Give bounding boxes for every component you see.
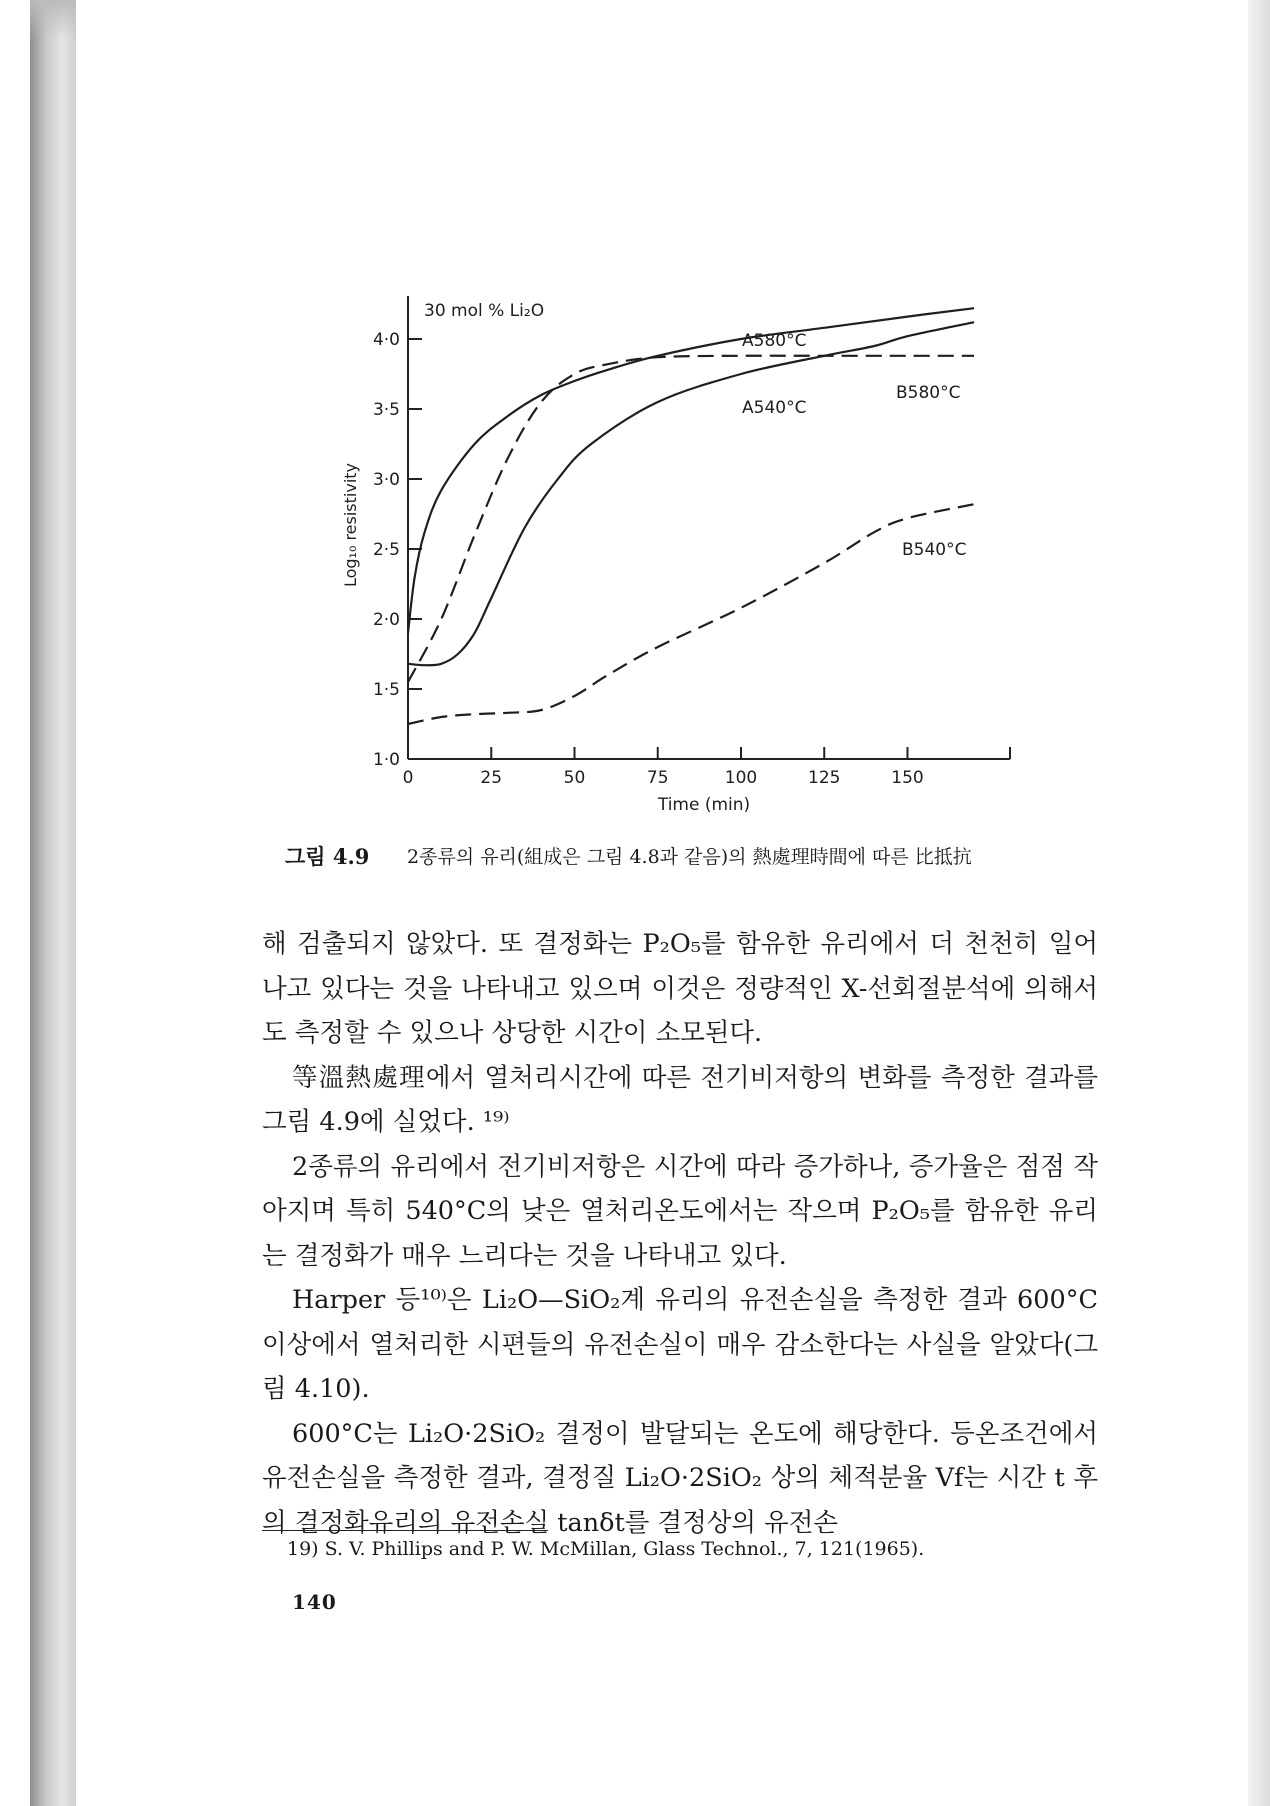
series-line-a540-c	[408, 322, 974, 665]
y-tick-label: 3·5	[372, 400, 400, 420]
chart-axes	[408, 296, 1010, 759]
series-label-b540-c: B540°C	[902, 540, 967, 560]
x-tick-label: 50	[563, 768, 586, 788]
paragraph-5: 600°C는 Li₂O·2SiO₂ 결정이 발달되는 온도에 해당한다. 등온조건에서 유전손실을 측정한 결과, 결정질 Li₂O·2SiO₂ 상의 체적분율 Vf는 시간 t 후의 결정화유리의 유전손실 tanδt를 결정상의 유전손	[262, 1418, 1098, 1538]
series-line-b540-c	[408, 504, 974, 724]
x-tick-label: 125	[808, 768, 841, 788]
paragraph-4: Harper 등¹⁰⁾은 Li₂O—SiO₂계 유리의 유전손실을 측정한 결과 600°C 이상에서 열처리한 시편들의 유전손실이 매우 감소한다는 사실을 알았다(그림 4.10).	[262, 1285, 1098, 1404]
y-tick-label: 2·5	[372, 540, 400, 560]
y-axis-label: Log₁₀ resistivity	[341, 462, 360, 588]
series-label-a580-c: A580°C	[742, 331, 807, 351]
body-text	[262, 922, 1098, 1545]
resistivity-chart	[0, 0, 1270, 820]
caption-label: 그림 4.9	[285, 844, 370, 869]
series-line-a580-c	[408, 308, 974, 633]
x-tick-label: 75	[646, 768, 669, 788]
y-tick-label: 1·0	[372, 750, 400, 770]
footnote: 19) S. V. Phillips and P. W. McMillan, Glass Technol., 7, 121(1965).	[287, 1538, 925, 1560]
series-label-b580-c: B580°C	[896, 383, 961, 403]
caption-text: 2종류의 유리(組成은 그림 4.8과 같음)의 熱處理時間에 따른 比抵抗	[407, 846, 972, 868]
paragraph-2: 等溫熱處理에서 열처리시간에 따른 전기비저항의 변화를 측정한 결과를 그림 4.9에 실었다. ¹⁹⁾	[262, 1062, 1098, 1137]
y-tick-label: 1·5	[372, 680, 400, 700]
chart-ticks	[373, 330, 924, 788]
page-number: 140	[292, 1590, 337, 1614]
x-tick-label: 100	[724, 768, 758, 788]
series-label-a540-c: A540°C	[742, 398, 807, 418]
x-tick-label: 25	[480, 768, 503, 788]
chart-series	[408, 308, 974, 724]
x-tick-label: 0	[402, 768, 414, 788]
paragraph-3: 2종류의 유리에서 전기비저항은 시간에 따라 증가하나, 증가율은 점점 작아지며 특히 540°C의 낮은 열처리온도에서는 작으며 P₂O₅를 함유한 유리는 결정화가 매우 느리다는 것을 나타내고 있다.	[262, 1151, 1098, 1271]
chart-annotation: 30 mol % Li₂O	[424, 301, 545, 321]
x-axis-label: Time (min)	[657, 795, 751, 815]
y-tick-label: 2·0	[372, 610, 400, 630]
y-tick-label: 3·0	[372, 470, 400, 490]
paragraph-1: 해 검출되지 않았다. 또 결정화는 P₂O₅를 함유한 유리에서 더 천천히 일어나고 있다는 것을 나타내고 있으며 이것은 정량적인 X-선회절분석에 의해서도 측정할 수 있으나 상당한 시간이 소모된다.	[262, 929, 1098, 1048]
footnote-rule	[262, 1530, 548, 1531]
y-tick-label: 4·0	[372, 330, 400, 350]
x-tick-label: 150	[891, 768, 924, 788]
series-line-b580-c	[408, 356, 974, 682]
